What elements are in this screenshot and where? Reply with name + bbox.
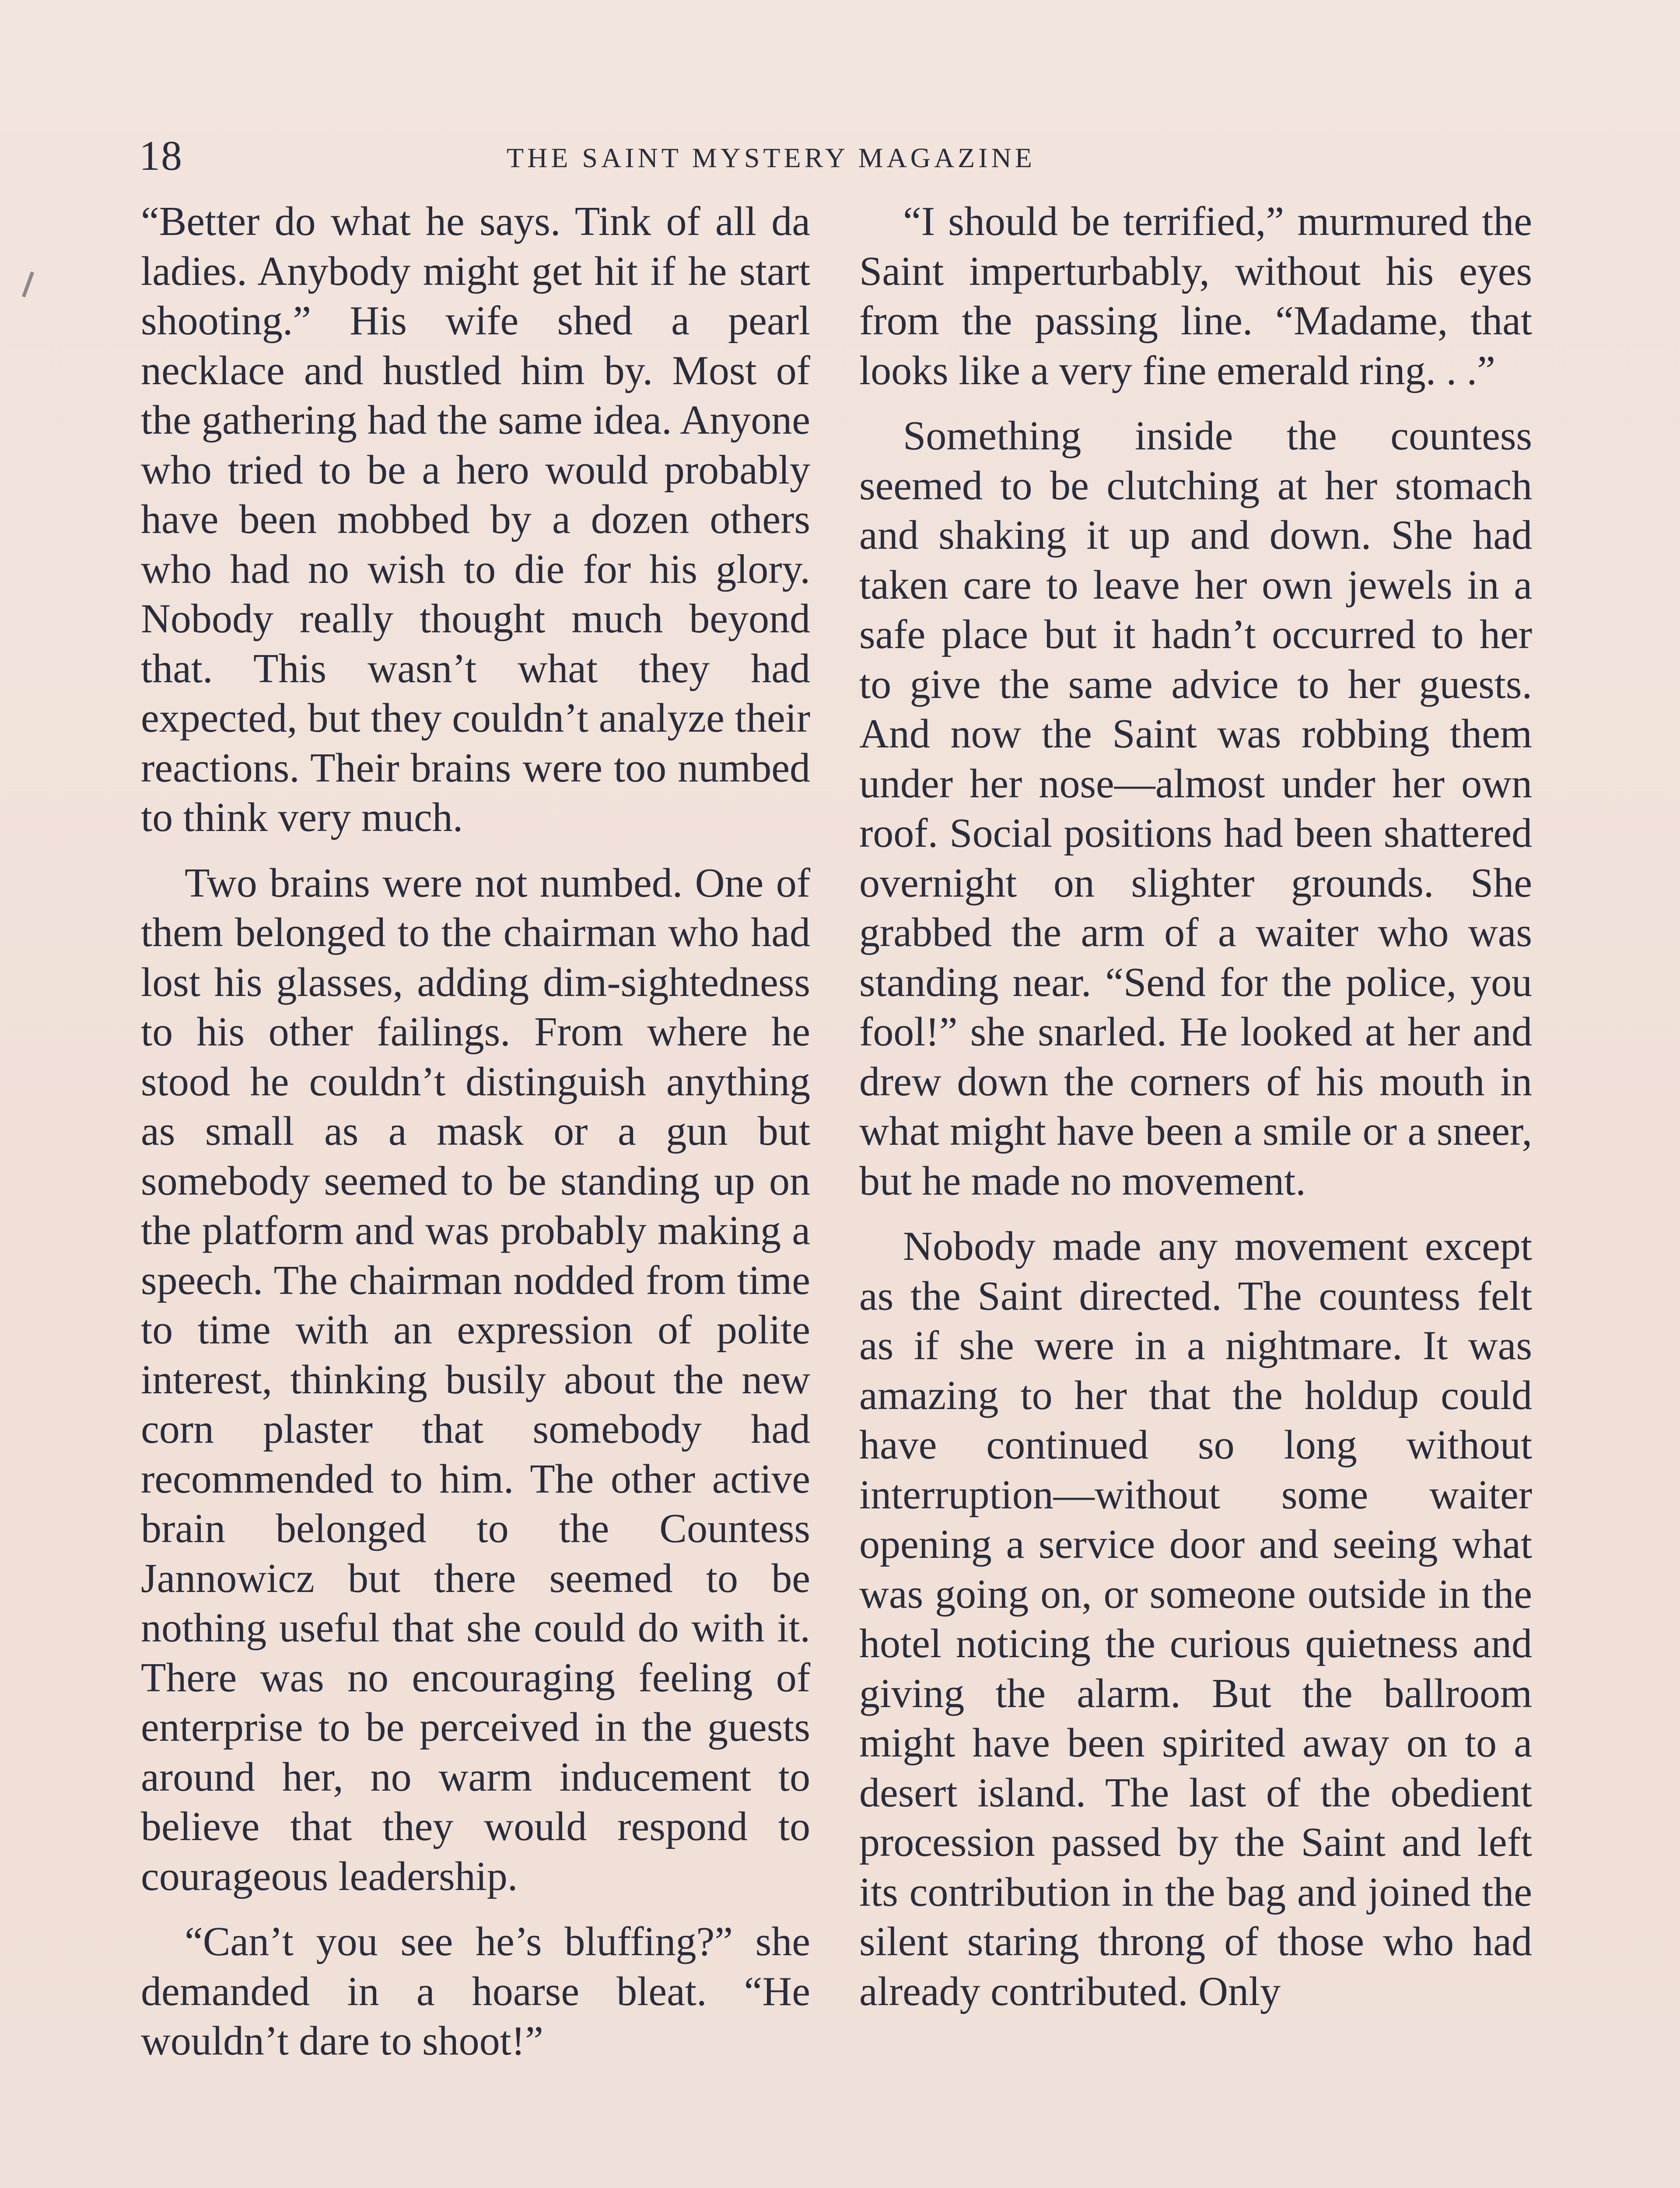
paragraph: “Better do what he says. Tink of all da ladies. Anybody might get hit if he start shooting.” His wife shed a pearl necklace and hustled him by. Most of the gathering had the same idea. Anyone who tried to be a hero would probably have been mobbed by a dozen others who had no wish to die for his glory. Nobody really thought much beyond that. This wasn’t what they had expected, but they couldn’t analyze their reactions. Their brains were too numbed to think very much. bbox=[141, 199, 810, 840]
paragraph: Something inside the countess seemed to be clutching at her stomach and shaking it up and down. She had taken care to leave her own jewels in a safe place but it hadn’t occurred to her to give the same advice to her guests. And now the Saint was robbing them under her nose—almost under her own roof. Social positions had been shattered overnight on slighter grounds. She grabbed the arm of a waiter who was standing near. “Send for the police, you fool!” she snarled. He looked at her and drew down the corners of his mouth in what might have been a smile or a sneer, but he made no movement. bbox=[859, 413, 1532, 1204]
right-text-column bbox=[859, 197, 1532, 2016]
paragraph: “I should be terrified,” murmured the Saint imperturbably, without his eyes from the passing line. “Madame, that looks like a very fine emerald ring. . .” bbox=[859, 199, 1532, 393]
page-number: 18 bbox=[139, 132, 183, 179]
paragraph: Two brains were not numbed. One of them belonged to the chairman who had lost his glasses, adding dim-sightedness to his other failings. From where he stood he couldn’t distinguish anything as small as a mask or a gun but somebody seemed to be standing up on the platform and was probably making a speech. The chairman nodded from time to time with an expression of polite interest, thinking busily about the new corn plaster that somebody had recommended to him. The other active brain belonged to the Countess Jannowicz but there seemed to be nothing useful that she could do with it. There was no encouraging feeling of enterprise to be perceived in the guests around her, no warm inducement to believe that they would respond to courageous leadership. bbox=[141, 860, 810, 1899]
paragraph: Nobody made any movement except as the Saint directed. The countess felt as if she were in a nightmare. It was amazing to her that the holdup could have continued so long without interruption—without some waiter opening a service door and seeing what was going on, or someone outside in the hotel noticing the curious quietness and giving the alarm. But the ballroom might have been spirited away on to a desert island. The last of the obedient procession passed by the Saint and left its contribution in the bag and joined the silent staring throng of those who had already contributed. Only bbox=[859, 1224, 1532, 2014]
page-header bbox=[139, 131, 1172, 188]
left-text-column bbox=[141, 197, 810, 2066]
margin-pen-mark bbox=[22, 271, 34, 297]
paragraph: “Can’t you see he’s bluffing?” she demanded in a hoarse bleat. “He wouldn’t dare to shoot!” bbox=[141, 1919, 810, 2064]
running-head: THE SAINT MYSTERY MAGAZINE bbox=[507, 142, 1036, 173]
